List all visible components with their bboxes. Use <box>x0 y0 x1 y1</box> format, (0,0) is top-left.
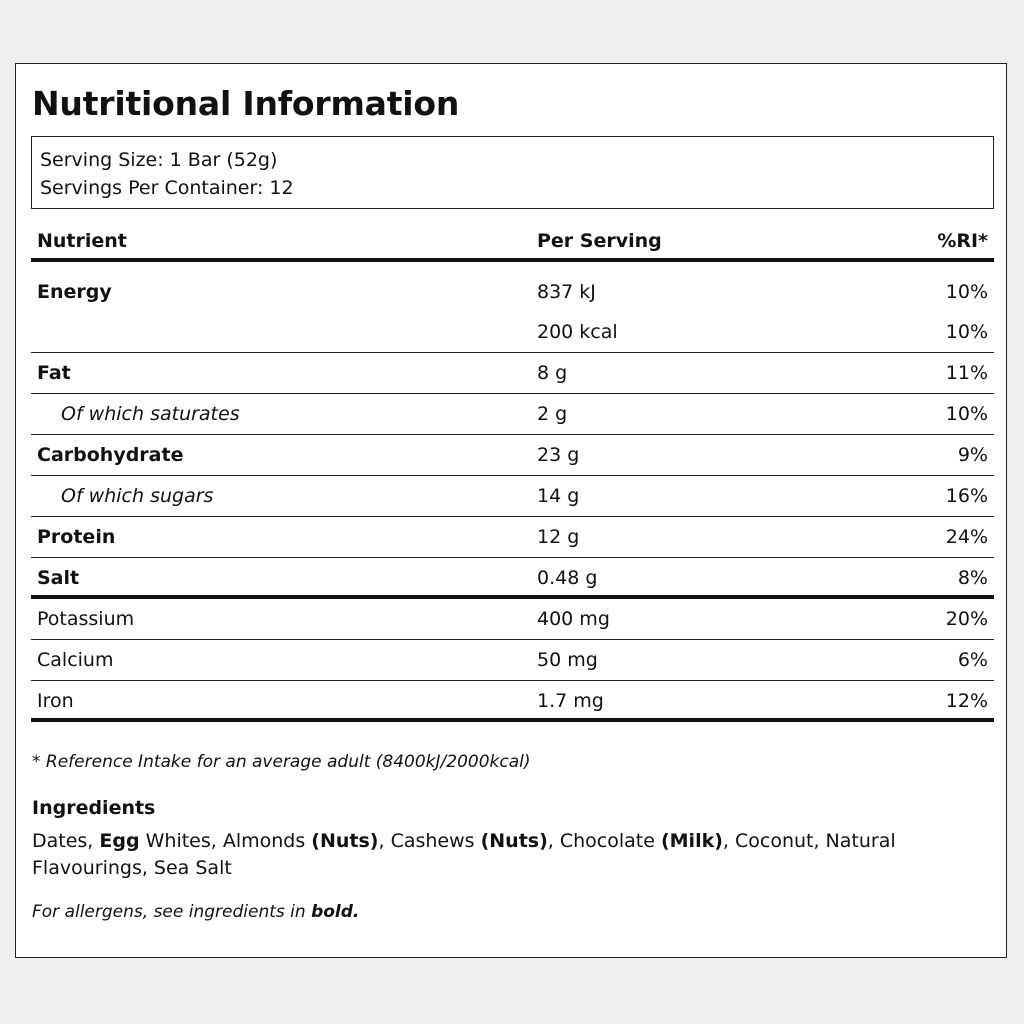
ingredient-text: , Coconut, Natural Flavourings, Sea Salt <box>32 830 896 879</box>
allergen-ingredient: (Nuts) <box>311 830 379 852</box>
per-serving-amount: 2 g <box>537 403 568 425</box>
table-row <box>31 435 994 476</box>
nutrient-name: Calcium <box>37 649 114 671</box>
nutrient-name: Salt <box>37 567 80 589</box>
nutrient-name: Fat <box>37 362 71 384</box>
allergen-ingredient: (Nuts) <box>480 830 548 852</box>
ingredient-text: Whites, Almonds <box>139 830 312 852</box>
ri-percent: 10% <box>945 281 988 303</box>
nutrient-name: Of which saturates <box>61 403 240 425</box>
table-row <box>31 394 994 435</box>
per-serving-amount: 0.48 g <box>537 567 598 589</box>
ingredient-text: Dates, <box>32 830 100 852</box>
table-row <box>31 353 994 394</box>
ri-percent: 20% <box>945 608 988 630</box>
table-row <box>31 517 994 558</box>
nutrient-name: Carbohydrate <box>37 444 184 466</box>
per-serving-amount: 8 g <box>537 362 568 384</box>
ingredients-list <box>32 828 992 882</box>
ingredient-text: , Cashews <box>378 830 481 852</box>
allergen-note-prefix: For allergens, see ingredients in <box>32 902 312 922</box>
ri-percent: 24% <box>945 526 988 548</box>
header-nutrient: Nutrient <box>37 230 127 252</box>
per-serving-amount: 200 kcal <box>537 321 618 343</box>
per-serving-amount: 400 mg <box>537 608 610 630</box>
table-row <box>31 558 994 599</box>
per-serving-amount: 23 g <box>537 444 580 466</box>
table-row <box>31 312 994 353</box>
allergen-note <box>32 902 359 922</box>
table-row <box>31 272 994 312</box>
header-per-serving: Per Serving <box>537 230 662 252</box>
allergen-ingredient: Egg <box>99 830 140 852</box>
nutrient-name: Protein <box>37 526 116 548</box>
table-row <box>31 681 994 722</box>
per-serving-amount: 14 g <box>537 485 580 507</box>
allergen-ingredient: (Milk) <box>660 830 723 852</box>
allergen-note-emphasis: bold. <box>311 902 360 922</box>
ri-percent: 6% <box>957 649 988 671</box>
nutrition-table <box>31 226 994 722</box>
servings-per-container: Servings Per Container: 12 <box>40 177 294 199</box>
nutrient-name: Iron <box>37 690 74 712</box>
ingredients-title: Ingredients <box>32 797 156 819</box>
ri-percent: 16% <box>945 485 988 507</box>
ingredient-text: , Chocolate <box>547 830 661 852</box>
ri-percent: 11% <box>945 362 988 384</box>
nutrient-name: Of which sugars <box>61 485 214 507</box>
ri-percent: 8% <box>957 567 988 589</box>
table-row <box>31 476 994 517</box>
ri-percent: 10% <box>945 403 988 425</box>
nutrient-name: Potassium <box>37 608 135 630</box>
per-serving-amount: 1.7 mg <box>537 690 604 712</box>
ri-percent: 12% <box>945 690 988 712</box>
table-row <box>31 640 994 681</box>
label-title: Nutritional Information <box>32 84 460 123</box>
ri-percent: 9% <box>957 444 988 466</box>
reference-intake-footnote: * Reference Intake for an average adult (8400kJ/2000kcal) <box>32 752 531 772</box>
ri-percent: 10% <box>945 321 988 343</box>
header-ri: %RI* <box>937 230 988 252</box>
serving-info-box <box>31 136 994 209</box>
table-row <box>31 599 994 640</box>
per-serving-amount: 12 g <box>537 526 580 548</box>
per-serving-amount: 50 mg <box>537 649 598 671</box>
per-serving-amount: 837 kJ <box>537 281 596 303</box>
table-header-row <box>31 226 994 262</box>
nutrient-name: Energy <box>37 281 112 303</box>
serving-size: Serving Size: 1 Bar (52g) <box>40 149 278 171</box>
nutrition-label <box>15 63 1007 958</box>
